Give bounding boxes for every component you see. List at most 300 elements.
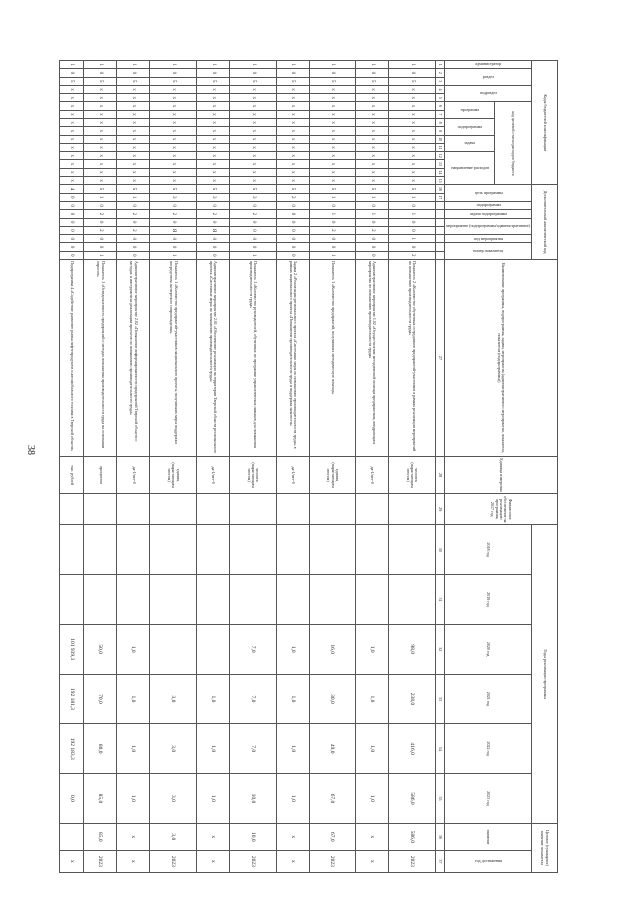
code-cell: х xyxy=(389,102,436,110)
code-cell: х xyxy=(309,127,356,135)
code-cell: 0 xyxy=(309,235,356,243)
code-cell: 0 xyxy=(356,201,389,209)
year-value-cell xyxy=(196,525,229,575)
code-cell: 0 xyxy=(117,235,150,243)
code-cell: х xyxy=(150,135,197,143)
code-cell: 2 xyxy=(150,210,197,218)
column-number xyxy=(435,226,444,234)
code-cell: 1 xyxy=(309,61,356,69)
year-value-cell: 1,0 xyxy=(117,674,150,724)
code-cell: 0 xyxy=(230,243,277,251)
code-cell: х xyxy=(356,85,389,93)
year-value-cell: 1,0 xyxy=(196,774,229,824)
code-cell: х xyxy=(84,110,117,118)
code-cell: х xyxy=(356,143,389,151)
code-cell: х xyxy=(230,118,277,126)
code-cell: 5 xyxy=(309,185,356,193)
code-cell: х xyxy=(150,143,197,151)
code-cell: х xyxy=(389,176,436,184)
code-cell: 0 xyxy=(276,251,309,259)
rotated-sheet xyxy=(68,60,558,873)
header-row-1 xyxy=(532,61,558,873)
code-cell: 2 xyxy=(356,226,389,234)
code-cell: х xyxy=(117,110,150,118)
code-cell: 0 xyxy=(389,226,436,234)
code-cell: х xyxy=(117,94,150,102)
code-cell: х xyxy=(389,143,436,151)
code-cell: 0 xyxy=(276,201,309,209)
code-cell: х xyxy=(84,127,117,135)
code-cell: х xyxy=(59,118,84,126)
code-cell: 5 xyxy=(84,185,117,193)
code-cell: х xyxy=(230,176,277,184)
code-cell: 3 xyxy=(230,193,277,201)
code-cell: х xyxy=(389,85,436,93)
code-cell: 5 xyxy=(117,185,150,193)
code-cell: х xyxy=(230,160,277,168)
code-cell: х xyxy=(59,102,84,110)
code-cell: х xyxy=(309,143,356,151)
code-cell: 5 xyxy=(356,185,389,193)
code-cell: 1 xyxy=(117,193,150,201)
column-number: 8 xyxy=(435,118,444,126)
code-cell: 2 xyxy=(117,210,150,218)
code-cell: 1 xyxy=(309,210,356,218)
target-year: х xyxy=(356,850,389,872)
year-value-cell: 1,0 xyxy=(276,774,309,824)
code-cell: х xyxy=(84,168,117,176)
column-number: 1 xyxy=(435,61,444,69)
target-year: 2023 xyxy=(309,850,356,872)
year-value-cell xyxy=(196,575,229,625)
code-cell: 5 xyxy=(389,77,436,85)
code-cell: х xyxy=(230,152,277,160)
code-cell: 0 xyxy=(309,218,356,226)
code-cell: х xyxy=(84,102,117,110)
code-cell: 5 xyxy=(196,185,229,193)
code-cell: 5 xyxy=(276,77,309,85)
row-name: Показатель 1 «Осведомленность предприятий о методах повышения производительности труда на основании опросов» xyxy=(84,259,117,456)
row-unit: да-1/нет-0 xyxy=(196,456,229,493)
code-cell: х xyxy=(117,135,150,143)
target-value: х xyxy=(196,823,229,850)
year-value-cell: 85,0 xyxy=(84,774,117,824)
class-label-goal: цель программы xyxy=(444,185,531,202)
code-cell: х xyxy=(309,135,356,143)
target-value: х xyxy=(276,823,309,850)
column-number: 37 xyxy=(435,850,444,872)
page-number: 38 xyxy=(25,445,36,455)
code-cell: х xyxy=(356,127,389,135)
table-row xyxy=(309,61,356,873)
year-value-cell: 1,0 xyxy=(276,724,309,774)
row-name: Показатель 1 «Количество руководителей, обученных по программе управленческих навыков для повышения производительности труда» xyxy=(230,259,277,456)
code-cell: х xyxy=(196,127,229,135)
code-cell: 1 xyxy=(84,193,117,201)
code-cell: х xyxy=(356,168,389,176)
year-value-cell: 80,0 xyxy=(84,724,117,774)
code-cell: х xyxy=(84,143,117,151)
code-cell: х xyxy=(230,94,277,102)
code-cell: 1 xyxy=(150,61,197,69)
code-cell: 0 xyxy=(117,251,150,259)
code-cell: х xyxy=(309,160,356,168)
year-value-cell xyxy=(356,525,389,575)
column-number: 3 xyxy=(435,77,444,85)
year-value-cell: 238,0 xyxy=(389,674,436,724)
target-year: 2023 xyxy=(389,850,436,872)
target-year-label: год достижения xyxy=(444,850,531,872)
year-2023: 2023 год xyxy=(444,774,531,824)
direction-label: направление расходов xyxy=(444,152,494,185)
column-number: 35 xyxy=(435,774,444,824)
code-cell: х xyxy=(150,94,197,102)
code-cell: 0 xyxy=(150,218,197,226)
code-cell: х xyxy=(276,94,309,102)
code-cell: х xyxy=(150,168,197,176)
code-cell: х xyxy=(59,160,84,168)
year-value-cell xyxy=(117,525,150,575)
code-cell: х xyxy=(276,85,309,93)
code-cell: х xyxy=(309,152,356,160)
code-cell: 0 xyxy=(84,201,117,209)
code-cell: х xyxy=(309,110,356,118)
class-label-subevent: под мероприятия xyxy=(444,235,531,243)
year-value-cell: 7,0 xyxy=(230,624,277,674)
code-cell: 3 xyxy=(150,193,197,201)
column-number xyxy=(435,243,444,251)
code-cell: х xyxy=(59,168,84,176)
code-cell: х xyxy=(150,102,197,110)
class-label-task: задача подпрограммы xyxy=(444,210,531,218)
year-value-cell: 1,0 xyxy=(356,624,389,674)
column-number: 10 xyxy=(435,135,444,143)
row-unit: да-1/нет-0 xyxy=(276,456,309,493)
row-financing xyxy=(389,494,436,525)
code-cell: х xyxy=(230,135,277,143)
class-label-event: мероприятие (подпрограммы/административное) xyxy=(444,218,531,235)
code-cell: х xyxy=(230,127,277,135)
year-value-cell: 0,0 xyxy=(59,774,84,824)
year-value-cell xyxy=(59,575,84,625)
code-cell: х xyxy=(276,176,309,184)
year-value-cell: 16,0 xyxy=(309,624,356,674)
row-name: Показатель 1 «Количество предприятий, получивших методическую помощь» xyxy=(309,259,356,456)
code-cell: Я xyxy=(196,226,229,234)
code-cell: 0 xyxy=(59,193,84,201)
year-value-cell: 1,0 xyxy=(356,724,389,774)
code-cell: х xyxy=(196,143,229,151)
code-cell: 0 xyxy=(196,69,229,77)
years-title: Годы реализации программы xyxy=(532,525,558,824)
code-cell: 0 xyxy=(150,201,197,209)
code-cell: х xyxy=(276,118,309,126)
table-row xyxy=(356,61,389,873)
target-value: 586,0 xyxy=(389,823,436,850)
year-value-cell: 1,0 xyxy=(196,724,229,774)
code-cell: 1 xyxy=(389,193,436,201)
year-2018: 2018 год xyxy=(444,525,531,575)
target-title: Целевое (суммарное) значение показателя xyxy=(532,823,558,872)
year-value-cell xyxy=(309,575,356,625)
table-body xyxy=(59,61,435,873)
code-cell: х xyxy=(276,110,309,118)
name-title: Наименование программы, подпрограммы, задачи, мероприятия (административного мероприятия, показателя, показатели (подпрограммы)) xyxy=(444,259,557,456)
code-cell: х xyxy=(309,168,356,176)
target-value: 85,0 xyxy=(84,823,117,850)
code-cell: 3 xyxy=(196,193,229,201)
code-cell: х xyxy=(117,102,150,110)
column-number: 4 xyxy=(435,85,444,93)
year-value-cell: 1,0 xyxy=(117,624,150,674)
code-cell: 0 xyxy=(59,243,84,251)
column-number: 31 xyxy=(435,575,444,625)
row-name: Показатель 1 «Количество предприятий-участников национального проекта, получивших меры поддержки посредством экспертного сопровождения» xyxy=(150,259,197,456)
code-cell: х xyxy=(59,135,84,143)
code-cell: х xyxy=(150,110,197,118)
code-cell: 0 xyxy=(150,235,197,243)
year-value-cell xyxy=(150,624,197,674)
code-cell: 0 xyxy=(59,226,84,234)
year-value-cell: 3,0 xyxy=(150,674,197,724)
code-cell: 0 xyxy=(230,235,277,243)
row-unit: процентов xyxy=(84,456,117,493)
column-number: 7 xyxy=(435,110,444,118)
year-value-cell: 49,0 xyxy=(309,724,356,774)
section-label: раздел xyxy=(444,69,531,86)
row-name: Показатель 2 «Количество обученных сотрудников предприятий-участников в рамках реализации мероприятий по повышению производительности труда» xyxy=(389,259,436,456)
row-financing xyxy=(356,494,389,525)
code-cell: 0 xyxy=(196,235,229,243)
code-cell: Я xyxy=(150,226,197,234)
code-cell: 2 xyxy=(276,193,309,201)
code-cell: х xyxy=(196,118,229,126)
year-value-cell: 1,0 xyxy=(276,624,309,674)
code-cell: 0 xyxy=(59,235,84,243)
code-cell: 5 xyxy=(276,185,309,193)
year-2022: 2022 год xyxy=(444,724,531,774)
code-cell: 1 xyxy=(356,193,389,201)
financing-title: Финансовое обеспечение на реализацию программы, 2017 год xyxy=(444,494,557,525)
code-cell: х xyxy=(59,110,84,118)
code-cell: х xyxy=(150,127,197,135)
code-cell: 5 xyxy=(84,77,117,85)
column-number: 32 xyxy=(435,624,444,674)
column-number: 15 xyxy=(435,176,444,184)
column-number: 36 xyxy=(435,823,444,850)
code-cell: х xyxy=(276,160,309,168)
code-cell: х xyxy=(230,110,277,118)
code-cell: 1 xyxy=(196,61,229,69)
code-cell: х xyxy=(276,152,309,160)
code-cell: 2 xyxy=(309,226,356,234)
year-value-cell: 416,0 xyxy=(389,724,436,774)
code-cell: х xyxy=(230,85,277,93)
year-value-cell xyxy=(389,575,436,625)
year-value-cell xyxy=(150,575,197,625)
year-value-cell: 1,0 xyxy=(196,674,229,724)
code-cell: 0 xyxy=(309,243,356,251)
code-cell: х xyxy=(356,102,389,110)
column-number: 33 xyxy=(435,674,444,724)
year-value-cell: 67,0 xyxy=(309,774,356,824)
code-cell: 0 xyxy=(196,251,229,259)
codes-title: Коды бюджетной классификации xyxy=(532,61,558,185)
code-cell: х xyxy=(196,176,229,184)
code-cell: х xyxy=(230,143,277,151)
code-cell: х xyxy=(150,176,197,184)
code-cell: 1 xyxy=(389,235,436,243)
code-cell: х xyxy=(230,102,277,110)
year-value-cell xyxy=(59,525,84,575)
code-cell: 1 xyxy=(356,210,389,218)
row-financing xyxy=(150,494,197,525)
code-cell: 1 xyxy=(309,251,356,259)
row-financing xyxy=(59,494,84,525)
code-cell: х xyxy=(59,127,84,135)
code-cell: х xyxy=(84,152,117,160)
year-value-cell xyxy=(196,624,229,674)
year-value-cell xyxy=(230,525,277,575)
code-cell: 2 xyxy=(117,226,150,234)
table-container xyxy=(68,60,558,873)
table-row xyxy=(84,61,117,873)
code-cell: 0 xyxy=(196,218,229,226)
year-value-cell: 50,0 xyxy=(84,624,117,674)
column-number: 16 xyxy=(435,185,444,193)
code-cell: 0 xyxy=(389,69,436,77)
code-cell: х xyxy=(389,135,436,143)
row-unit: да-1/нет-0 xyxy=(356,456,389,493)
row-financing xyxy=(230,494,277,525)
code-cell: 0 xyxy=(356,218,389,226)
code-cell: 5 xyxy=(230,77,277,85)
code-cell: х xyxy=(356,176,389,184)
code-cell: х xyxy=(356,135,389,143)
code-cell: 0 xyxy=(84,69,117,77)
column-number: 27 xyxy=(435,259,444,456)
program-label: программа xyxy=(444,102,494,119)
year-value-cell xyxy=(84,525,117,575)
code-cell: 0 xyxy=(59,210,84,218)
code-cell: х xyxy=(276,127,309,135)
code-cell: 2 xyxy=(84,226,117,234)
table-row xyxy=(230,61,277,873)
code-cell: 1 xyxy=(84,61,117,69)
classifier-title: Дополнительный аналитический код xyxy=(532,185,558,260)
row-financing xyxy=(276,494,309,525)
column-number: 11 xyxy=(435,143,444,151)
code-cell: 0 xyxy=(84,243,117,251)
year-value-cell: 1,0 xyxy=(356,774,389,824)
code-cell: х xyxy=(196,152,229,160)
unit-title: Единица измерения xyxy=(444,456,557,493)
code-cell: х xyxy=(309,118,356,126)
code-cell: х xyxy=(196,85,229,93)
code-cell: х xyxy=(117,118,150,126)
code-cell: 1 xyxy=(389,61,436,69)
code-cell: х xyxy=(276,102,309,110)
code-cell: х xyxy=(117,127,150,135)
code-cell: 5 xyxy=(356,77,389,85)
code-cell: 0 xyxy=(196,201,229,209)
column-numbers-row xyxy=(435,61,444,873)
year-value-cell: 192 181,3 xyxy=(59,674,84,724)
row-name: Подпрограмма 4 «Содействие развитию рынка нефтепродуктов и автомобильного топлива в Тверской области» xyxy=(59,259,84,456)
code-cell: х xyxy=(117,152,150,160)
code-cell: 0 xyxy=(276,226,309,234)
code-cell: 0 xyxy=(356,251,389,259)
year-2019: 2019 год xyxy=(444,575,531,625)
code-cell: 0 xyxy=(389,218,436,226)
code-cell: 4 xyxy=(59,185,84,193)
code-cell: 5 xyxy=(150,77,197,85)
year-value-cell: 1,0 xyxy=(356,674,389,724)
code-cell: х xyxy=(309,85,356,93)
table-row xyxy=(196,61,229,873)
code-cell: х xyxy=(276,168,309,176)
code-cell: х xyxy=(389,160,436,168)
code-cell: 1 xyxy=(230,251,277,259)
year-value-cell: 1,0 xyxy=(117,774,150,824)
column-number: 17 xyxy=(435,193,444,201)
code-cell: х xyxy=(389,110,436,118)
code-cell: 0 xyxy=(230,218,277,226)
code-cell: х xyxy=(59,94,84,102)
code-cell: х xyxy=(117,85,150,93)
year-value-cell xyxy=(276,525,309,575)
column-number xyxy=(435,201,444,209)
code-cell: 1 xyxy=(150,251,197,259)
year-value-cell xyxy=(150,525,197,575)
code-cell: 1 xyxy=(117,61,150,69)
row-unit: да-1/нет-0 xyxy=(117,456,150,493)
code-cell: х xyxy=(196,135,229,143)
code-cell: 0 xyxy=(150,243,197,251)
code-cell: х xyxy=(84,176,117,184)
code-cell: х xyxy=(117,168,150,176)
year-value-cell: 3,0 xyxy=(150,774,197,824)
year-value-cell: 1,0 xyxy=(117,724,150,774)
code-cell: х xyxy=(84,135,117,143)
code-cell: 0 xyxy=(389,201,436,209)
code-cell: х xyxy=(196,110,229,118)
code-cell: 0 xyxy=(59,69,84,77)
table-row xyxy=(59,61,84,873)
column-number: 2 xyxy=(435,69,444,77)
code-cell: х xyxy=(117,143,150,151)
code-cell: 0 xyxy=(309,69,356,77)
column-number xyxy=(435,218,444,226)
code-cell: 2 xyxy=(389,251,436,259)
code-cell: 0 xyxy=(356,69,389,77)
year-value-cell xyxy=(117,575,150,625)
code-cell: 5 xyxy=(309,77,356,85)
column-number: 9 xyxy=(435,127,444,135)
code-cell: х xyxy=(276,135,309,143)
target-value: 10,0 xyxy=(230,823,277,850)
column-number xyxy=(435,235,444,243)
target-value xyxy=(59,823,84,850)
target-year: х xyxy=(276,850,309,872)
row-financing xyxy=(196,494,229,525)
code-cell: 0 xyxy=(59,218,84,226)
code-cell: 0 xyxy=(356,243,389,251)
code-cell: 5 xyxy=(117,77,150,85)
year-value-cell xyxy=(276,575,309,625)
code-cell: 0 xyxy=(230,69,277,77)
code-cell: х xyxy=(389,94,436,102)
